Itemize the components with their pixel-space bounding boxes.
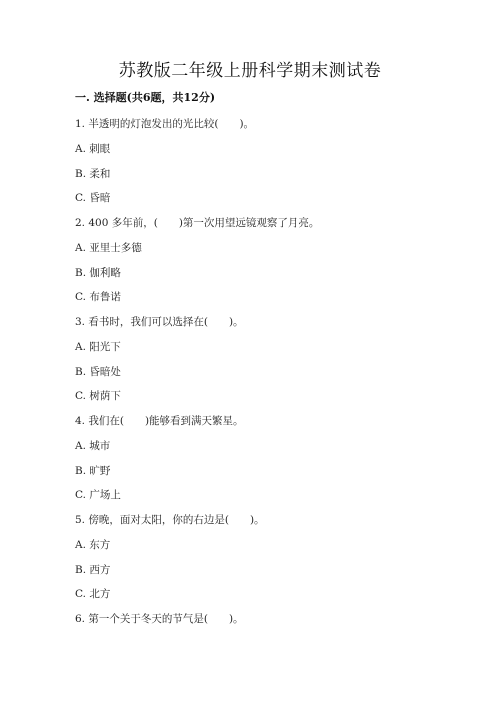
answer-option: B. 伽利略 (75, 267, 121, 279)
question-stem: 2. 400 多年前，( )第一次用望远镜观察了月亮。 (75, 217, 320, 229)
answer-option: A. 东方 (75, 539, 111, 551)
question-stem: 4. 我们在( )能够看到满天繁星。 (75, 415, 244, 427)
question-stem: 6. 第一个关于冬天的节气是( )。 (75, 613, 244, 625)
answer-option: A. 刺眼 (75, 143, 111, 155)
answer-option: C. 北方 (75, 588, 111, 600)
answer-option: A. 城市 (75, 440, 111, 452)
page-title: 苏教版二年级上册科学期末测试卷 (118, 61, 382, 81)
question-stem: 3. 看书时，我们可以选择在( )。 (75, 316, 244, 328)
answer-option: C. 树荫下 (75, 390, 121, 402)
answer-option: A. 亚里士多德 (75, 242, 142, 254)
answer-option: B. 旷野 (75, 465, 111, 477)
question-stem: 1. 半透明的灯泡发出的光比较( )。 (75, 118, 255, 130)
section-heading: 一. 选择题(共6题，共12分) (75, 91, 216, 104)
answer-option: C. 布鲁诺 (75, 291, 121, 303)
answer-option: C. 昏暗 (75, 192, 111, 204)
answer-option: A. 阳光下 (75, 341, 121, 353)
answer-option: B. 柔和 (75, 168, 111, 180)
answer-option: C. 广场上 (75, 489, 121, 501)
answer-option: B. 昏暗处 (75, 366, 121, 378)
question-stem: 5. 傍晚，面对太阳，你的右边是( )。 (75, 514, 265, 526)
answer-option: B. 西方 (75, 564, 111, 576)
